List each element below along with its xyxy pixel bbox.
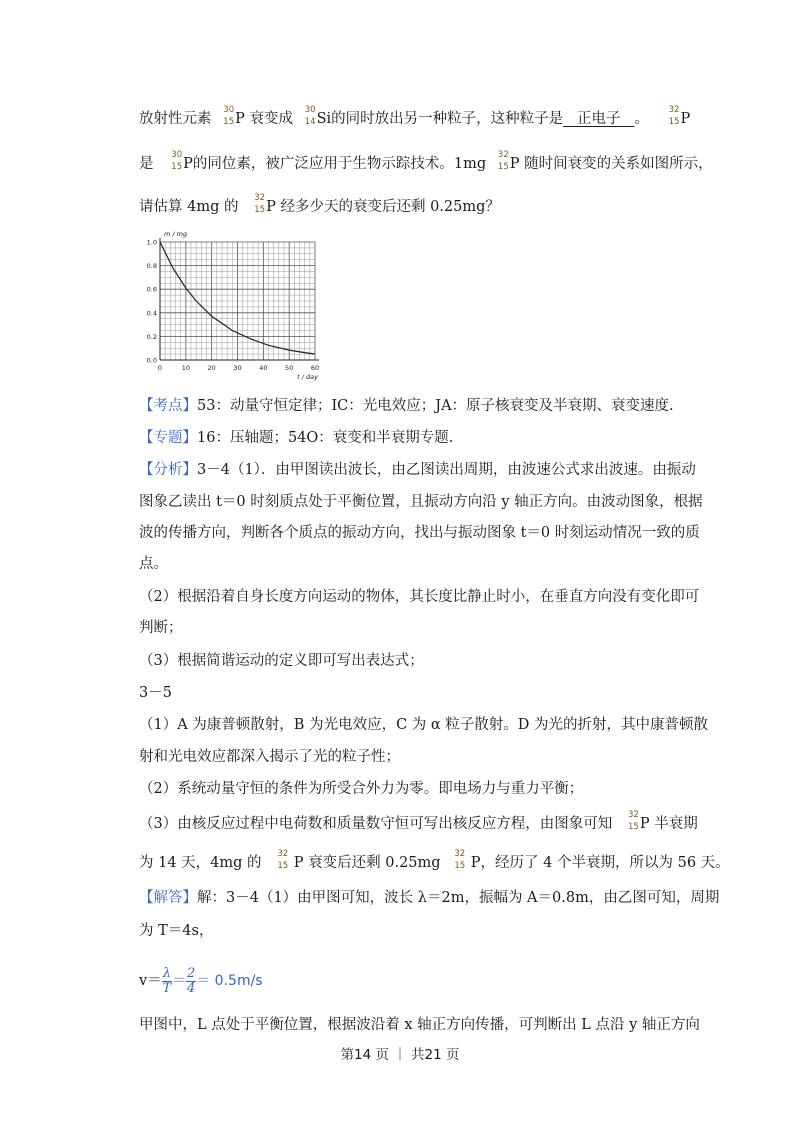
nuclide-p30 xyxy=(170,150,183,172)
fenxi-line-11: （2）系统动量守恒的条件为所受合外力为零。即电场力与重力平衡； xyxy=(139,781,584,797)
x-tick-label: 60 xyxy=(310,364,320,372)
text: 解：3－4（1）由甲图可知，波长 λ＝2m，振幅为 A＝0.8m，由乙图可知，周期 xyxy=(197,890,720,906)
fenxi-line-3: 波的传播方向，判断各个质点的振动方向，找出与振动图象 t＝0 时刻运动情况一致的质 xyxy=(139,525,700,541)
denominator: 4 xyxy=(186,980,196,996)
fenxi-line-13 xyxy=(139,849,730,873)
nuclide-si30 xyxy=(304,105,316,127)
nuclide-p32 xyxy=(453,849,466,871)
zhuanti-tag: 【专题】 xyxy=(139,430,197,446)
element-symbol: P xyxy=(266,199,276,215)
mass-number: 30 xyxy=(223,105,235,115)
mass-number: 30 xyxy=(171,150,183,160)
x-tick-label: 30 xyxy=(233,364,242,372)
text: 为 14 天，4mg 的 xyxy=(139,855,262,871)
text: 的同时放出另一种粒子，这种粒子是 xyxy=(331,111,564,127)
x-tick-label: 0 xyxy=(157,364,163,372)
fenxi-tag: 【分析】 xyxy=(139,462,197,478)
y-tick-label: 0.4 xyxy=(146,309,157,318)
fenxi-line-2: 图象乙读出 t＝0 时刻质点处于平衡位置，且振动方向沿 y 轴正方向。由波动图象，根据 xyxy=(139,494,703,510)
jieda-line-2: 为 T＝4s， xyxy=(139,923,214,939)
nuclide-p32 xyxy=(497,150,509,172)
fenxi-line-12 xyxy=(139,810,730,834)
atomic-number: 15 xyxy=(277,861,289,871)
question-line-1 xyxy=(139,105,730,129)
text: P 衰变后还剩 0.25mg xyxy=(293,855,441,871)
y-tick-label: 0.0 xyxy=(146,356,157,365)
y-tick-label: 0.8 xyxy=(146,262,157,271)
text: 随时间衰变的关系如图所示， xyxy=(524,156,713,172)
text: 。 xyxy=(634,111,649,127)
atomic-number: 15 xyxy=(171,162,183,172)
y-tick-label: 0.6 xyxy=(146,285,157,294)
kaodian-line xyxy=(139,396,730,416)
text: 请估算 4mg 的 xyxy=(139,199,239,215)
nuclide-p32 xyxy=(667,105,680,127)
kaodian-tag: 【考点】 xyxy=(139,398,197,414)
fenxi-line-6: 判断； xyxy=(139,620,183,636)
atomic-number: 15 xyxy=(497,162,509,172)
text: （3）由核反应过程中电荷数和质量数守恒可写出核反应方程，由图象可知 xyxy=(139,816,613,832)
y-tick-label: 1.0 xyxy=(146,238,157,247)
mass-number: 32 xyxy=(628,810,639,820)
fenxi-line-1 xyxy=(139,460,730,480)
fenxi-line-8: 3－5 xyxy=(139,685,172,701)
fraction-two-over-four xyxy=(186,967,196,996)
text: 经多少天的衰变后还剩 0.25mg？ xyxy=(280,199,500,215)
text: 放射性元素 xyxy=(139,111,212,127)
atomic-number: 14 xyxy=(304,117,316,127)
x-tick-label: 50 xyxy=(285,364,294,372)
mass-number: 32 xyxy=(254,193,266,203)
atomic-number: 15 xyxy=(628,822,639,832)
mass-number: 32 xyxy=(668,105,680,115)
nuclide-p32 xyxy=(627,810,639,832)
answer-text: 正电子 xyxy=(577,111,621,127)
zhuanti-text: 16：压轴题；54O：衰变和半衰期专题. xyxy=(197,430,454,446)
text: 衰变成 xyxy=(249,111,293,127)
element-symbol: P xyxy=(235,111,245,127)
question-line-2 xyxy=(139,150,730,174)
atomic-number: 15 xyxy=(668,117,680,127)
text: 3－4（1）．由甲图读出波长，由乙图读出周期，由波速公式求出波速。由振动 xyxy=(197,462,696,478)
atomic-number: 15 xyxy=(223,117,235,127)
formula-prefix: v＝ xyxy=(139,973,162,989)
denominator: T xyxy=(162,980,172,996)
jieda-line-4: 甲图中，L 点处于平衡位置，根据波沿着 x 轴正方向传播，可判断出 L 点沿 y 轴正方向 xyxy=(139,1017,700,1033)
y-axis-label: m / mg xyxy=(164,230,188,238)
mass-number: 32 xyxy=(497,150,509,160)
jieda-tag: 【解答】 xyxy=(139,890,197,906)
element-symbol: P xyxy=(183,156,193,172)
equals-sign: ＝ xyxy=(171,973,186,989)
answer-blank xyxy=(563,111,634,127)
formula-result: ＝ 0.5m/s xyxy=(196,973,263,989)
nuclide-p32 xyxy=(276,849,289,871)
element-symbol: P xyxy=(639,816,650,832)
fenxi-line-4: 点。 xyxy=(139,556,168,572)
x-tick-label: 40 xyxy=(259,364,268,372)
nuclide-p30 xyxy=(222,105,235,127)
numerator: λ xyxy=(162,965,171,981)
text: 的同位素，被广泛应用于生物示踪技术。1mg xyxy=(192,156,487,172)
fraction-lambda-over-t xyxy=(162,967,172,996)
kaodian-text: 53：动量守恒定律；IC：光电效应；JA：原子核衰变及半衰期、衰变速度. xyxy=(197,398,674,414)
x-tick-label: 20 xyxy=(207,364,216,372)
numerator: 2 xyxy=(186,965,196,981)
x-tick-label: 10 xyxy=(181,364,190,372)
mass-number: 32 xyxy=(454,849,466,859)
nuclide-p32 xyxy=(253,193,266,215)
fenxi-line-9: （1）A 为康普顿散射，B 为光电效应，C 为 α 粒子散射。D 为光的折射，其中康普顿散 xyxy=(139,717,709,733)
fenxi-line-7: （3）根据简谐运动的定义即可写出表达式； xyxy=(139,653,424,669)
x-axis-label: t / day xyxy=(297,373,318,381)
element-symbol: P xyxy=(509,156,520,172)
text: P，经历了 4 个半衰期，所以为 56 天。 xyxy=(470,855,730,871)
mass-number: 30 xyxy=(304,105,316,115)
y-tick-label: 0.2 xyxy=(146,332,157,341)
fenxi-line-10: 射和光电效应都深入揭示了光的粒子性； xyxy=(139,749,400,765)
element-symbol: Si xyxy=(316,111,332,127)
text: 半衰期 xyxy=(654,816,698,832)
zhuanti-line xyxy=(139,428,730,448)
atomic-number: 15 xyxy=(254,205,266,215)
jieda-line-1 xyxy=(139,888,730,908)
text: 是 xyxy=(139,156,154,172)
velocity-formula xyxy=(139,964,730,998)
page-footer: 第14 页 ｜ 共21 页 xyxy=(340,1047,460,1063)
element-symbol: P xyxy=(680,111,691,127)
question-line-3 xyxy=(139,193,730,217)
decay-chart xyxy=(140,228,330,386)
atomic-number: 15 xyxy=(454,861,466,871)
mass-number: 32 xyxy=(277,849,289,859)
fenxi-line-5: （2）根据沿着自身长度方向运动的物体，其长度比静止时小，在垂直方向没有变化即可 xyxy=(139,589,700,605)
